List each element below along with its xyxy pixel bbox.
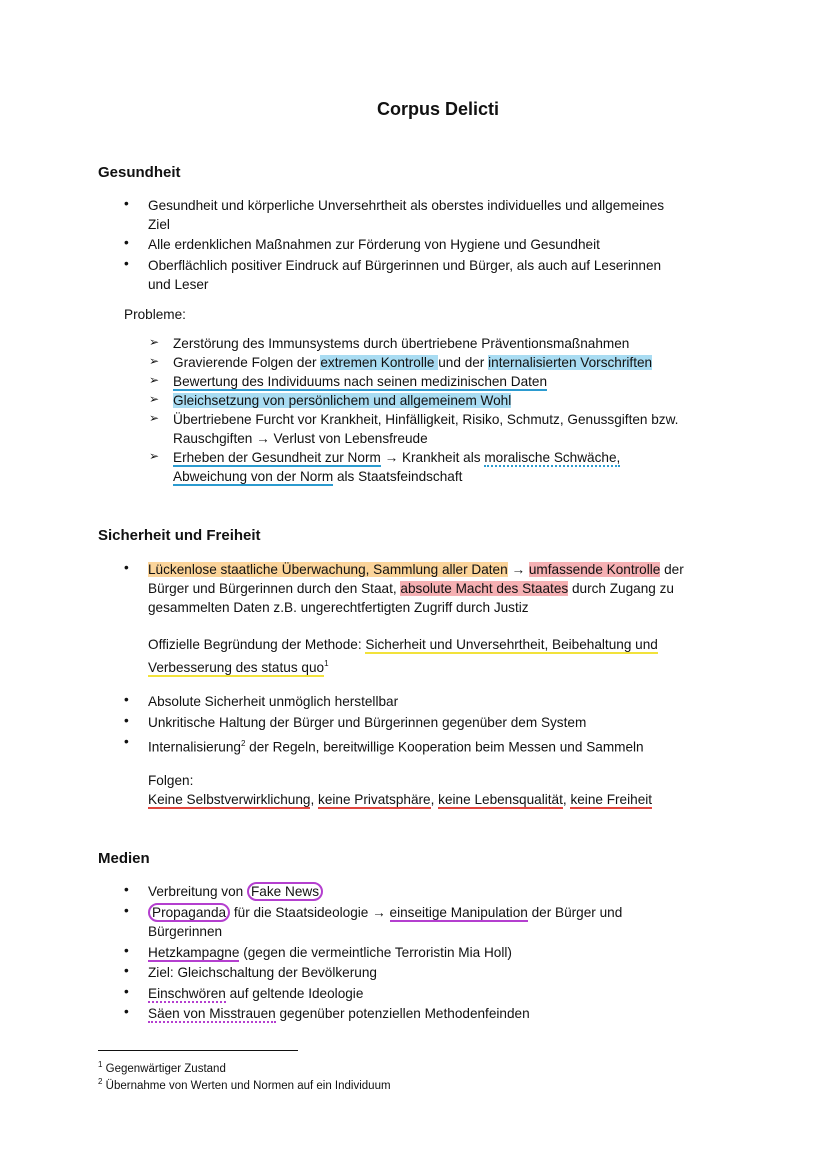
bullet-icon: • bbox=[124, 963, 129, 978]
bullet-icon: • bbox=[124, 984, 129, 999]
annotated-text: Sicherheit und Unversehrtheit, Beibehaltung und bbox=[365, 637, 658, 652]
bullet-icon: • bbox=[124, 903, 129, 918]
text-segment: Unkritische Haltung der Bürger und Bürgerinnen gegenüber dem System bbox=[148, 715, 587, 730]
annotated-text: Lückenlose staatliche Überwachung, Sammlung aller Daten bbox=[148, 562, 508, 577]
text-segment: als Staatsfeindschaft bbox=[333, 469, 463, 484]
text-segment: Probleme: bbox=[124, 307, 186, 322]
text-segment: Übertriebene Furcht vor Krankheit, Hinfälligkeit, Risiko, Schmutz, Genussgiften bzw. bbox=[173, 412, 679, 427]
annotated-text: Hetzkampagne bbox=[148, 945, 240, 960]
footnote-text: Gegenwärtiger Zustand bbox=[105, 1062, 226, 1075]
annotated-text: moralische Schwäche, bbox=[484, 450, 621, 465]
text-line bbox=[148, 771, 728, 791]
text-line bbox=[148, 635, 728, 655]
annotated-text: Bewertung des Individuums nach seinen medizinischen Daten bbox=[173, 374, 548, 389]
footnote-number: 2 bbox=[98, 1077, 103, 1086]
text-line bbox=[148, 882, 728, 902]
footnote-number: 1 bbox=[98, 1060, 103, 1069]
arrow-bullet-icon: ➢ bbox=[149, 411, 160, 425]
document-title: Corpus Delicti bbox=[376, 99, 500, 119]
text-segment: gesammelten Daten z.B. ungerechtfertigten Zugriff durch Justiz bbox=[148, 600, 529, 615]
bullet-icon: • bbox=[124, 196, 129, 211]
bullet-icon: • bbox=[124, 943, 129, 958]
text-segment: Ziel bbox=[148, 217, 170, 232]
arrow-bullet-icon: ➢ bbox=[149, 392, 160, 406]
annotated-text: Gleichsetzung von persönlichem und allgemeinem Wohl bbox=[173, 393, 512, 408]
arrow-bullet-icon: ➢ bbox=[149, 373, 160, 387]
annotated-text: internalisierten Vorschriften bbox=[488, 355, 653, 370]
text-line bbox=[148, 560, 728, 580]
text-segment: Oberflächlich positiver Eindruck auf Bürgerinnen und Bürger, als auch auf Leserinnen bbox=[148, 258, 662, 273]
arrow-bullet-icon: ➢ bbox=[149, 449, 160, 463]
text-segment: Rauschgiften → Verlust von Lebensfreude bbox=[173, 431, 428, 446]
section-heading-sicherheit: Sicherheit und Freiheit bbox=[98, 527, 261, 544]
text-line bbox=[148, 922, 728, 942]
bullet-icon: • bbox=[124, 235, 129, 250]
arrow-bullet-icon: ➢ bbox=[149, 354, 160, 368]
footnote-divider bbox=[98, 1050, 298, 1051]
text-segment: , bbox=[562, 792, 571, 807]
text-segment: für die Staatsideologie → bbox=[230, 905, 390, 920]
bullet-icon: • bbox=[124, 256, 129, 271]
footnote-reference: 1 bbox=[324, 659, 329, 668]
text-line bbox=[148, 196, 728, 216]
bullet-icon: • bbox=[124, 692, 129, 707]
annotated-text: Säen von Misstrauen bbox=[148, 1006, 276, 1021]
text-segment: → bbox=[507, 562, 529, 577]
bullet-icon: • bbox=[124, 713, 129, 728]
annotated-text: Propaganda bbox=[148, 903, 230, 922]
annotated-text: keine Lebensqualität bbox=[438, 792, 563, 807]
text-segment: gegenüber potenziellen Methodenfeinden bbox=[275, 1006, 530, 1021]
text-segment: , bbox=[430, 792, 439, 807]
text-segment: Absolute Sicherheit unmöglich herstellbar bbox=[148, 694, 399, 709]
text-line bbox=[148, 654, 728, 677]
text-segment: Bürgerinnen bbox=[148, 924, 223, 939]
annotated-text: Verbesserung des status quo bbox=[148, 659, 325, 675]
arrow-bullet-icon: ➢ bbox=[149, 335, 160, 349]
text-line bbox=[173, 429, 753, 449]
text-line bbox=[148, 692, 728, 712]
text-line bbox=[124, 305, 704, 325]
annotated-text: keine Freiheit bbox=[570, 792, 653, 807]
text-line bbox=[148, 903, 728, 923]
text-line bbox=[148, 713, 728, 733]
annotated-text: Keine Selbstverwirklichung bbox=[148, 792, 311, 807]
footnote-1 bbox=[98, 1060, 226, 1075]
text-line bbox=[173, 410, 753, 430]
text-line bbox=[148, 963, 728, 983]
section-heading-medien: Medien bbox=[98, 850, 150, 867]
text-line bbox=[148, 598, 728, 618]
footnote-reference: 2 bbox=[240, 739, 246, 748]
annotated-text: keine Privatsphäre bbox=[318, 792, 431, 807]
text-line bbox=[148, 275, 728, 295]
footnote-2 bbox=[98, 1077, 391, 1092]
text-line bbox=[148, 943, 728, 963]
text-line bbox=[148, 984, 728, 1004]
text-segment: und der bbox=[438, 355, 489, 370]
text-segment: Alle erdenklichen Maßnahmen zur Förderung von Hygiene und Gesundheit bbox=[148, 237, 600, 252]
text-segment: auf geltende Ideologie bbox=[225, 986, 364, 1001]
annotated-text: absolute Macht des Staates bbox=[400, 581, 569, 596]
text-segment: Verbreitung von bbox=[148, 884, 247, 899]
text-line bbox=[148, 256, 728, 276]
text-line bbox=[173, 467, 753, 487]
bullet-icon: • bbox=[124, 882, 129, 897]
text-line bbox=[173, 334, 753, 354]
text-line bbox=[173, 372, 753, 392]
annotated-text: Erheben der Gesundheit zur Norm bbox=[173, 450, 381, 465]
text-line bbox=[173, 448, 753, 468]
text-line bbox=[173, 391, 753, 411]
annotated-text: Einschwören bbox=[148, 986, 226, 1001]
text-line bbox=[173, 353, 753, 373]
text-line bbox=[148, 734, 728, 757]
text-segment: der Bürger und bbox=[527, 905, 623, 920]
text-line bbox=[148, 790, 728, 810]
annotated-text: einseitige Manipulation bbox=[389, 905, 528, 920]
text-segment: Gesundheit und körperliche Unversehrtheit als oberstes individuelles und allgemeines bbox=[148, 198, 665, 213]
text-segment: Ziel: Gleichschaltung der Bevölkerung bbox=[148, 965, 377, 980]
text-segment: Internalisierung bbox=[148, 739, 241, 755]
bullet-icon: • bbox=[124, 560, 129, 575]
section-heading-gesundheit: Gesundheit bbox=[98, 164, 181, 181]
text-segment: Gravierende Folgen der bbox=[173, 355, 321, 370]
text-segment: durch Zugang zu bbox=[568, 581, 674, 596]
text-segment: der bbox=[660, 562, 684, 577]
annotated-text: umfassende Kontrolle bbox=[528, 562, 661, 577]
annotated-text: Abweichung von der Norm bbox=[173, 469, 334, 484]
annotated-text: extremen Kontrolle bbox=[320, 355, 439, 370]
text-segment: Zerstörung des Immunsystems durch übertriebene Präventionsmaßnahmen bbox=[173, 336, 630, 351]
text-segment: Bürger und Bürgerinnen durch den Staat, bbox=[148, 581, 401, 596]
text-segment: Offizielle Begründung der Methode: bbox=[148, 637, 366, 652]
bullet-icon: • bbox=[124, 1004, 129, 1019]
text-line bbox=[148, 579, 728, 599]
text-line bbox=[148, 215, 728, 235]
footnote-text: Übernahme von Werten und Normen auf ein Individuum bbox=[105, 1079, 391, 1092]
text-segment: der Regeln, bereitwillige Kooperation beim Messen und Sammeln bbox=[245, 739, 644, 755]
text-segment: und Leser bbox=[148, 277, 209, 292]
text-segment: , bbox=[310, 792, 319, 807]
text-segment: → Krankheit als bbox=[380, 450, 485, 465]
text-line bbox=[148, 235, 728, 255]
annotated-text: Fake News bbox=[247, 882, 323, 901]
bullet-icon: • bbox=[124, 734, 129, 749]
text-line bbox=[148, 1004, 728, 1024]
text-segment: (gegen die vermeintliche Terroristin Mia Holl) bbox=[239, 945, 512, 960]
text-segment: Folgen: bbox=[148, 773, 194, 788]
